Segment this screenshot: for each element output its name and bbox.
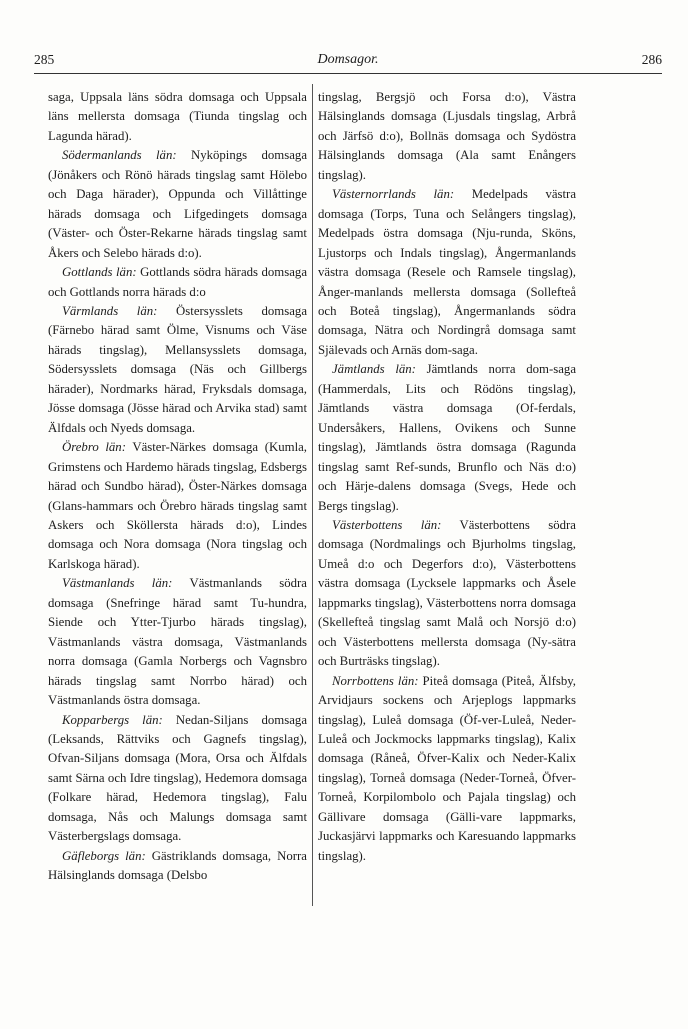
paragraph: Norrbottens län: Piteå domsaga (Piteå, Älfsby, Arvidjaurs sockens och Arjeplogs lappmarks tingslag), Luleå domsaga (Öf-ver-Luleå, Neder-Luleå och Jockmocks lappmarks tingslag), Kalix domsaga (Råneå, Öfver-Kalix och Neder-Kalix tingslag), Torneå domsaga (Neder-Torneå, Öfver-Torneå, Korpilombolo och Pajala tingslag) och Gällivare domsaga (Gälli-vare lappmarks, Juckasjärvi lappmarks och Karesuando lappmarks tingslag). [318, 673, 576, 863]
right-column [318, 88, 576, 866]
paragraph: saga, Uppsala läns södra domsaga och Uppsala läns mellersta domsaga (Tiunda tingslag och Lagunda härad). [48, 90, 307, 143]
paragraph: Västmanlands län: Västmanlands södra domsaga (Snefringe härad samt Tu-hundra, Siende och Ytter-Tjurbo härads tingslag), Västmanlands västra domsaga, Västmanlands norra domsaga (Gamla Norbergs och Vagnsbro härads tingslag samt Norrbo härad) och Västmanlands östra domsaga. [48, 576, 307, 708]
county-heading: Västernorrlands län: [332, 187, 455, 202]
county-heading: Västerbottens län: [332, 517, 442, 532]
county-heading: Örebro län: [62, 440, 126, 455]
column-divider [312, 84, 313, 906]
paragraph: Värmlands län: Östersysslets domsaga (Färnebo härad samt Ölme, Visnums och Väse härads tingslag), Mellansysslets domsaga, Södersysslets domsaga (Näs och Gillbergs härader), Nordmarks härad, Fryksdals domsaga, Jösse domsaga (Jösse härad och Arvika stad) samt Älfdals och Nyeds domsaga. [48, 303, 308, 435]
paragraph: Gäfleborgs län: Gästriklands domsaga, Norra Hälsinglands domsaga (Delsbo [48, 848, 307, 883]
county-heading: Jämtlands län: [332, 362, 416, 377]
paragraph: Västernorrlands län: Medelpads västra domsaga (Torps, Tuna och Selångers tingslag), Medelpads östra domsaga (Nju-runda, Sköns, Ljustorps och Indals tingslag), Ångermanlands västra domsaga (Resele och Ramsele tingslag), Ånger-manlands mellersta domsaga (Sollefteå och Boteå tingslag), Ångermanlands södra domsaga, Nätra och Nordingrå domsaga samt Själevads och Arnäs dom-saga. [318, 187, 576, 357]
page-number-right: 286 [641, 52, 662, 67]
county-heading: Värmlands län: [62, 303, 158, 318]
page-header [34, 48, 662, 72]
paragraph: Södermanlands län: Nyköpings domsaga (Jönåkers och Rönö härads tingslag samt Hölebo och Daga härader), Oppunda och Villåttinge härads domsaga och Lifgedingets domsaga (Väster- och Öster-Rekarne härads tingslag samt Åkers och Selebo härads d:o). [48, 148, 307, 260]
county-heading: Södermanlands län: [62, 148, 177, 163]
left-column [48, 88, 307, 886]
county-heading: Gottlands län: [62, 265, 137, 280]
paragraph: Kopparbergs län: Nedan-Siljans domsaga (Leksands, Rättviks och Gagnefs tingslag), Ofvan-Siljans domsaga (Mora, Orsa och Älfdals samt Särna och Idre tingslag), Hedemora domsaga (Folkare härad, Hedemora tingslag), Falu domsaga, Nås och Malungs domsaga samt Västerbergslags domsaga. [48, 712, 307, 844]
page-number-left: 285 [34, 52, 55, 67]
running-title: Domsagor. [317, 52, 379, 67]
paragraph: Gottlands län: Gottlands södra härads domsaga och Gottlands norra härads d:o [48, 265, 307, 299]
paragraph: Örebro län: Väster-Närkes domsaga (Kumla, Grimstens och Hardemo härads tingslag, Edsbergs härad och Sundbo härad), Öster-Närkes domsaga (Glans-hammars och Örebro härads tingslag samt Askers och Sköllersta härads d:o), Lindes domsaga och Nora domsaga (Nora tingslag och Karlskoga härad). [48, 440, 308, 571]
county-heading: Kopparbergs län: [62, 712, 163, 727]
county-heading: Norrbottens län: [332, 673, 419, 688]
county-heading: Gäfleborgs län: [62, 848, 146, 863]
paragraph: tingslag, Bergsjö och Forsa d:o), Västra Hälsinglands domsaga (Ljusdals tingslag, Arbrå och Järfsö d:o), Bollnäs domsaga och Sydöstra Hälsinglands domsaga (Ala samt Enångers tingslag). [318, 90, 576, 182]
header-rule [34, 73, 662, 74]
county-heading: Västmanlands län: [62, 576, 173, 591]
paragraph: Jämtlands län: Jämtlands norra dom-saga (Hammerdals, Lits och Rödöns tingslag), Jämtlands västra domsaga (Of-ferdals, Undersåkers, Hallens, Ovikens och Sunne tingslag), Jämtlands östra domsaga (Ragunda tingslag samt Ref-sunds, Brunflo och Näs d:o) och Härje-dalens domsaga (Svegs, Hede och Bergs tingslag). [318, 362, 577, 513]
paragraph: Västerbottens län: Västerbottens södra domsaga (Nordmalings och Bjurholms tingslag, Umeå d:o och Degerfors d:o), Västerbottens västra domsaga (Lycksele lappmarks och Åsele lappmarks tingslag), Västerbottens norra domsaga (Skellefteå tingslag samt Malå och Norsjö d:o) och Västerbottens mellersta domsaga (Ny-sätra och Burträsks tingslag). [318, 517, 576, 669]
